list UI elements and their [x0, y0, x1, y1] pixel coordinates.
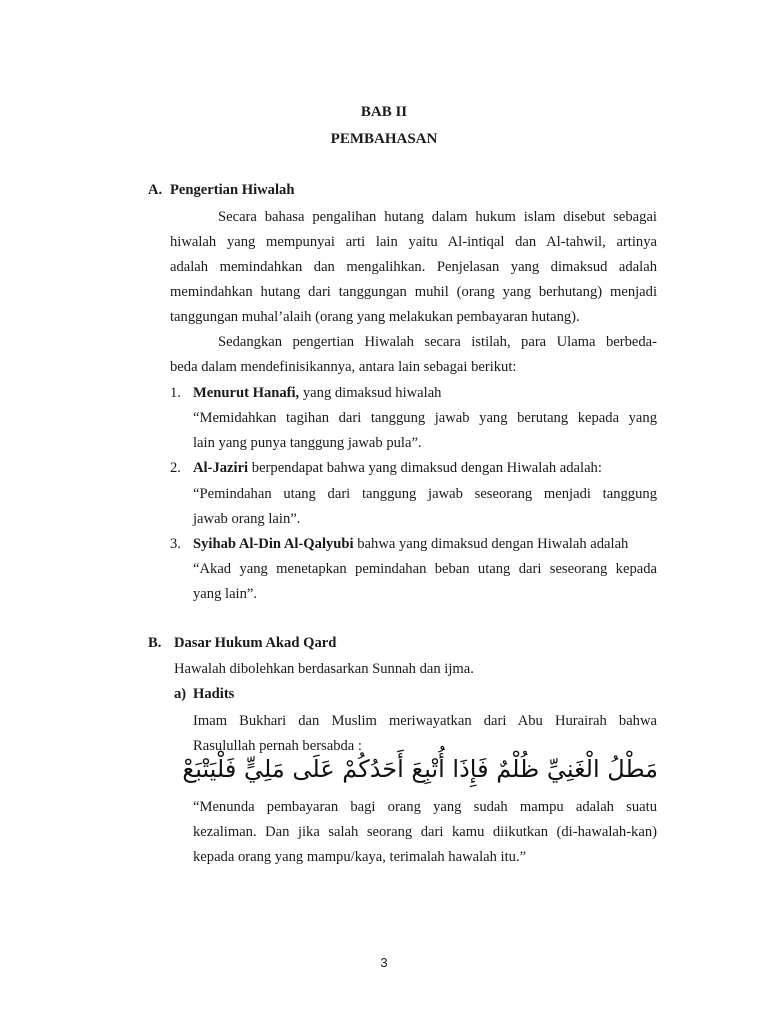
paragraph-line: Sedangkan pengertian Hiwalah secara istilah, para Ulama berbeda- [218, 334, 657, 350]
definition-rest: berpendapat bahwa yang dimaksud dengan Hiwalah adalah: [248, 460, 602, 476]
definition-number: 3. [170, 536, 181, 552]
paragraph-line: adalah memindahkan dan mengalihkan. Penjelasan yang dimaksud adalah [170, 259, 657, 275]
definition-term: Syihab Al-Din Al-Qalyubi [193, 536, 354, 552]
definition-number: 2. [170, 460, 181, 476]
chapter-number: BAB II [360, 104, 408, 120]
hadith-intro-line: Imam Bukhari dan Muslim meriwayatkan dari Abu Hurairah bahwa [193, 713, 657, 729]
translation-line: kezaliman. Dan jika salah seorang dari kamu diikutkan (di-hawalah-kan) [193, 824, 657, 840]
arabic-hadith-text: مَطْلُ الْغَنِيِّ ظُلْمٌ فَإِذَا أُتْبِعَ أَحَدُكُمْ عَلَى مَلِيٍّ فَلْيَتْبَعْ [182, 755, 658, 783]
definition-rest: bahwa yang dimaksud dengan Hiwalah adalah [353, 536, 629, 552]
translation-line: “Menunda pembayaran bagi orang yang sudah mampu adalah suatu [193, 799, 657, 815]
paragraph-line: hiwalah yang mempunyai arti lain yaitu Al-intiqal dan Al-tahwil, artinya [170, 234, 657, 250]
definition-quote-line: lain yang punya tanggung jawab pula”. [193, 435, 422, 451]
section-a-title: Pengertian Hiwalah [170, 182, 295, 198]
definition-quote-line: yang lain”. [193, 586, 258, 602]
definition-quote-line: “Akad yang menetapkan pemindahan beban utang dari seseorang kepada [193, 561, 657, 577]
paragraph-line: tanggungan muhal’alaih (orang yang melakukan pembayaran hutang). [170, 309, 580, 325]
subsection-label: a) [174, 686, 187, 702]
definition-quote-line: jawab orang lain”. [193, 511, 301, 527]
page-number: 3 [380, 955, 388, 970]
definition-number: 1. [170, 385, 181, 401]
paragraph-line: memindahkan hutang dari tanggungan muhil (orang yang berhutang) menjadi [170, 284, 657, 300]
paragraph-line: beda dalam mendefinisikannya, antara lain sebagai berikut: [170, 359, 517, 375]
definition-quote-line: “Pemindahan utang dari tanggung jawab seseorang menjadi tanggung [193, 486, 657, 502]
definition-quote-line: “Memidahkan tagihan dari tanggung jawab yang berutang kepada yang [193, 410, 657, 426]
chapter-title: PEMBAHASAN [330, 131, 438, 147]
subsection-title: Hadits [193, 686, 235, 702]
translation-line: kepada orang yang mampu/kaya, terimalah hawalah itu.” [193, 849, 527, 865]
definition-heading [193, 459, 602, 477]
section-b-title: Dasar Hukum Akad Qard [174, 635, 337, 651]
hadith-intro-line: Rasulullah pernah bersabda : [193, 738, 362, 754]
section-b-label: B. [148, 635, 162, 651]
section-a-label: A. [148, 182, 163, 198]
definition-term: Al-Jaziri [193, 460, 249, 476]
definition-heading [193, 535, 628, 553]
paragraph-line: Secara bahasa pengalihan hutang dalam hukum islam disebut sebagai [218, 209, 657, 225]
definition-heading [193, 384, 441, 402]
section-b-intro: Hawalah dibolehkan berdasarkan Sunnah dan ijma. [174, 661, 474, 677]
definition-rest: yang dimaksud hiwalah [299, 385, 442, 401]
definition-term: Menurut Hanafi, [193, 385, 300, 401]
